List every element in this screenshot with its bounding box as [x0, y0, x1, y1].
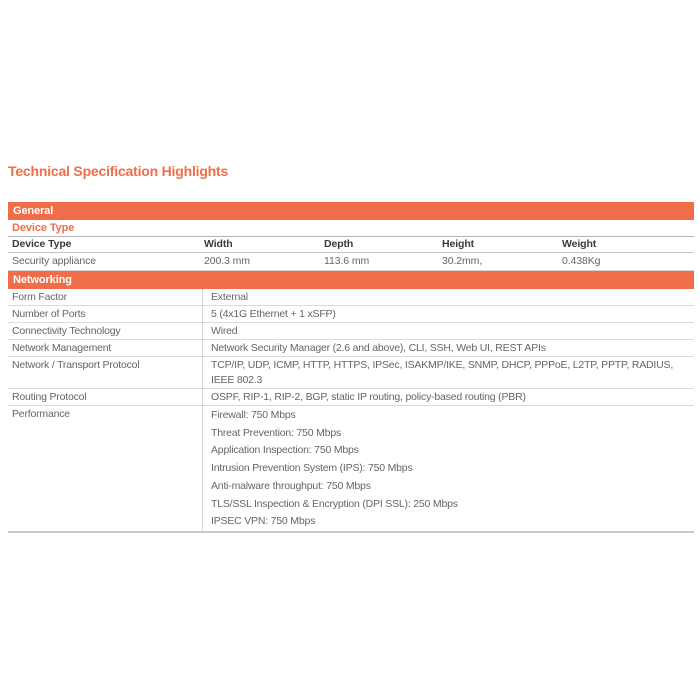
performance-ipsec-vpn: IPSEC VPN: 750 Mbps	[211, 515, 316, 528]
dim-header-device-type: Device Type	[12, 238, 72, 250]
spec-label: Performance	[8, 406, 203, 531]
spec-value: TCP/IP, UDP, ICMP, HTTP, HTTPS, IPSec, ISAKMP/IKE, SNMP, DHCP, PPPoE, L2TP, PPTP, RADIUS, IEEE 802.3	[211, 359, 674, 386]
performance-tls-ssl: TLS/SSL Inspection & Encryption (DPI SSL): 250 Mbps	[211, 497, 458, 510]
spec-row-network-transport-protocol	[8, 357, 694, 389]
spec-value: Wired	[211, 325, 238, 337]
dim-value-height: 30.2mm,	[442, 255, 483, 267]
performance-anti-malware: Anti-malware throughput: 750 Mbps	[211, 479, 371, 492]
section-header-general: General	[8, 202, 694, 220]
dim-value-width: 200.3 mm	[204, 255, 250, 267]
dim-header-depth: Depth	[324, 238, 354, 250]
dim-value-weight: 0.438Kg	[562, 255, 601, 267]
spec-value: 5 (4x1G Ethernet + 1 xSFP)	[211, 308, 336, 320]
performance-threat-prevention: Threat Prevention: 750 Mbps	[211, 426, 342, 439]
spec-label: Number of Ports	[8, 306, 203, 322]
spec-row-number-of-ports	[8, 306, 694, 323]
dim-header-height: Height	[442, 238, 475, 250]
dim-header-width: Width	[204, 238, 233, 250]
spec-row-performance	[8, 406, 694, 533]
spec-value: Network Security Manager (2.6 and above), CLI, SSH, Web UI, REST APIs	[211, 342, 546, 354]
dim-header-weight: Weight	[562, 238, 597, 250]
performance-firewall: Firewall: 750 Mbps	[211, 409, 296, 421]
dimensions-table-row	[8, 253, 694, 271]
spec-row-routing-protocol	[8, 389, 694, 406]
performance-application-inspection: Application Inspection: 750 Mbps	[211, 444, 359, 457]
spec-label: Network / Transport Protocol	[8, 357, 203, 388]
section-header-networking: Networking	[8, 271, 694, 289]
spec-row-network-management	[8, 340, 694, 357]
spec-value-performance-list	[203, 406, 694, 531]
spec-row-connectivity-technology	[8, 323, 694, 340]
page-title: Technical Specification Highlights	[8, 163, 229, 179]
spec-label: Connectivity Technology	[8, 323, 203, 339]
spec-value: External	[211, 291, 248, 303]
spec-label: Form Factor	[8, 289, 203, 305]
spec-label: Routing Protocol	[8, 389, 203, 405]
spec-value: OSPF, RIP-1, RIP-2, BGP, static IP routing, policy-based routing (PBR)	[211, 391, 526, 403]
subsection-device-type: Device Type	[8, 220, 694, 237]
dim-value-depth: 113.6 mm	[324, 255, 370, 267]
spec-label: Network Management	[8, 340, 203, 356]
spec-row-form-factor	[8, 289, 694, 306]
dim-value-device-type: Security appliance	[12, 255, 96, 267]
dimensions-table-header	[8, 237, 694, 253]
performance-ips: Intrusion Prevention System (IPS): 750 Mbps	[211, 462, 413, 475]
